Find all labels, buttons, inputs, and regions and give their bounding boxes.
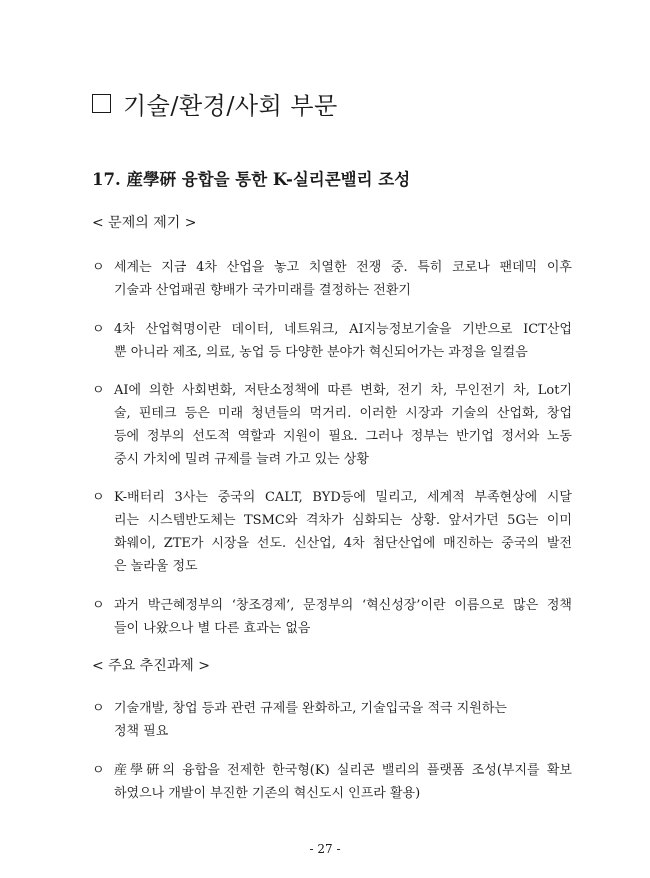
- bullet-line: 기술과 산업패권 향배가 국가미래를 결정하는 전환기: [114, 283, 411, 298]
- bullet-line: 들이 나왔으나 별 다른 효과는 없음: [114, 621, 311, 636]
- problem-bullet-5: [92, 594, 572, 640]
- checkbox-square-icon: [92, 94, 111, 113]
- problem-bullet-3: [92, 379, 572, 471]
- bullet-mark: ㅇ: [92, 490, 105, 505]
- bullet-line: 리는 시스템반도체는 TSMC와 격차가 심화되는 상황. 앞서가던 5G는 이미: [114, 513, 572, 528]
- bullet-line: 産學硏의 융합을 전제한 한국형(K) 실리콘 밸리의 플랫폼 조성(부지를 확보: [114, 763, 572, 778]
- section-title: [92, 86, 338, 121]
- bullet-mark: ㅇ: [92, 260, 105, 275]
- problem-bullet-2: [92, 318, 572, 364]
- tasks-heading: < 주요 추진과제 >: [92, 658, 210, 674]
- bullet-line: 중시 가치에 밀려 규제를 늘려 가고 있는 상황: [114, 452, 369, 467]
- bullet-line: 정책 필요: [114, 724, 169, 739]
- bullet-line: K-배터리 3사는 중국의 CALT, BYD등에 밀리고, 세계적 부족현상에 시달: [114, 490, 572, 505]
- bullet-line: 4차 산업혁명이란 데이터, 네트워크, AI지능정보기술을 기반으로 ICT산업: [114, 322, 572, 337]
- problem-bullet-1: [92, 256, 572, 302]
- bullet-line: 세계는 지금 4차 산업을 놓고 치열한 전쟁 중. 특히 코로나 팬데믹 이후: [114, 260, 572, 275]
- problem-heading: < 문제의 제기 >: [92, 215, 197, 231]
- task-bullet-2: [92, 759, 572, 805]
- bullet-line: 기술개발, 창업 등과 관련 규제를 완화하고, 기술입국을 적극 지원하는: [114, 701, 507, 716]
- section-title-text: 기술/환경/사회 부문: [123, 92, 338, 120]
- bullet-line: 은 놀라울 정도: [114, 559, 198, 574]
- item-title: 17. 産學硏 융합을 통한 K-실리콘밸리 조성: [92, 170, 411, 189]
- bullet-line: 화웨이, ZTE가 시장을 선도. 신산업, 4차 첨단산업에 매진하는 중국의 발전: [114, 536, 572, 551]
- page-number: - 27 -: [309, 842, 341, 856]
- bullet-mark: ㅇ: [92, 322, 105, 337]
- bullet-line: AI에 의한 사회변화, 저탄소정책에 따른 변화, 전기 차, 무인전기 차, Lot기: [114, 383, 572, 398]
- bullet-line: 술, 핀테크 등은 미래 청년들의 먹거리. 이러한 시장과 기술의 산업화, 창업: [114, 406, 572, 421]
- bullet-mark: ㅇ: [92, 701, 105, 716]
- bullet-line: 등에 정부의 선도적 역할과 지원이 필요. 그러나 정부는 반기업 정서와 노동: [114, 429, 572, 444]
- problem-bullet-4: [92, 486, 572, 578]
- bullet-mark: ㅇ: [92, 598, 105, 613]
- bullet-line: 하였으나 개발이 부진한 기존의 혁신도시 인프라 활용): [114, 786, 421, 801]
- bullet-mark: ㅇ: [92, 383, 105, 398]
- bullet-line: 뿐 아니라 제조, 의료, 농업 등 다양한 분야가 혁신되어가는 과정을 일컬음: [114, 345, 528, 360]
- bullet-line: 과거 박근혜정부의 ‘창조경제’, 문정부의 ‘혁신성장’이란 이름으로 많은 정책: [114, 598, 572, 613]
- bullet-mark: ㅇ: [92, 763, 105, 778]
- task-bullet-1: [92, 697, 572, 743]
